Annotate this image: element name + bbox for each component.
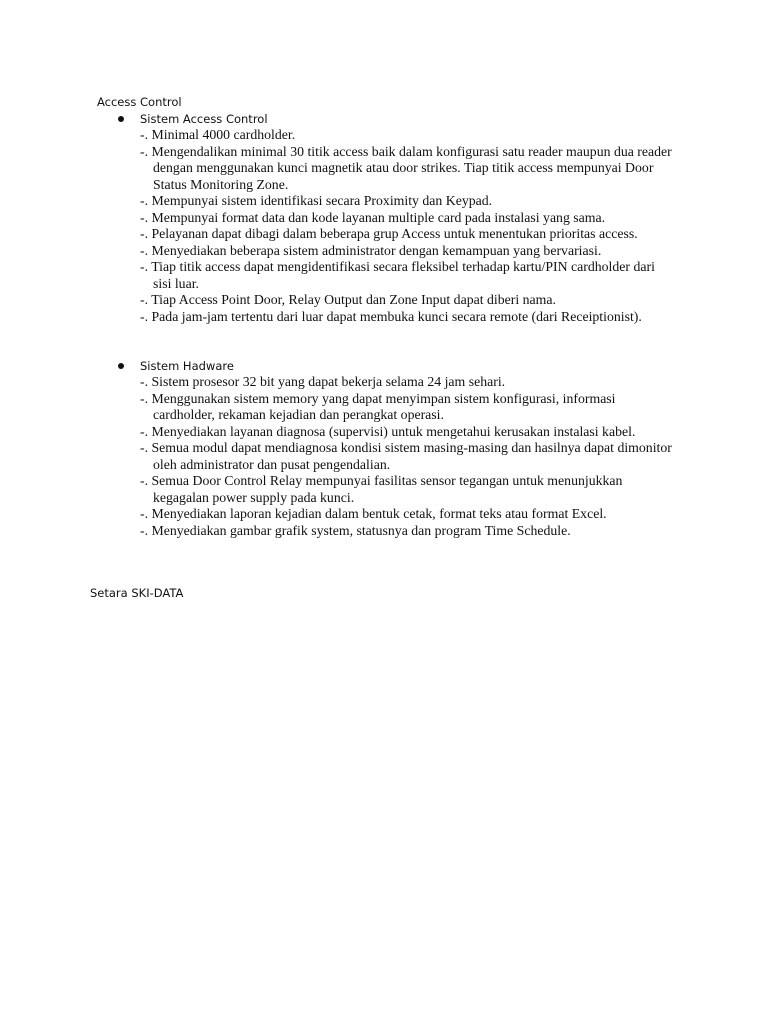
hardware-list [116, 374, 676, 539]
access-control-list [116, 127, 676, 325]
list-item: -. Tiap Access Point Door, Relay Output dan Zone Input dapat diberi nama. [140, 292, 556, 307]
list-item: -. Mempunyai format data dan kode layanan multiple card pada instalasi yang sama. [140, 209, 606, 225]
list-item: -. Semua Door Control Relay mempunyai fasilitas sensor tegangan untuk menunjukkan kegagalan power supply pada kunci. [140, 473, 623, 505]
list-item: -. Pada jam-jam tertentu dari luar dapat membuka kunci secara remote (dari Receiptionist). [140, 308, 642, 324]
section-heading: Sistem Access Control [140, 112, 268, 126]
list-item: -. Tiap titik access dapat mengidentifikasi secara fleksibel terhadap kartu/PIN cardholder dari sisi luar. [140, 259, 655, 291]
list-item: -. Menyediakan laporan kejadian dalam bentuk cetak, format teks atau format Excel. [140, 506, 607, 521]
list-item: -. Minimal 4000 cardholder. [140, 127, 296, 142]
section-heading: Sistem Hadware [140, 359, 234, 373]
list-item: -. Mengendalikan minimal 30 titik access baik dalam konfigurasi satu reader maupun dua reader dengan menggunakan kunci magnetik atau door strikes. Tiap titik access mempunyai Door Status Monitoring Zone. [140, 143, 672, 192]
footer-note: Setara SKI-DATA [90, 586, 184, 600]
list-item: -. Pelayanan dapat dibagi dalam beberapa grup Access untuk menentukan prioritas access. [140, 226, 638, 241]
list-item: -. Mempunyai sistem identifikasi secara Proximity dan Keypad. [140, 193, 493, 208]
section-heading-row [116, 111, 676, 127]
list-item: -. Sistem prosesor 32 bit yang dapat bekerja selama 24 jam sehari. [140, 374, 506, 389]
bullet-icon [118, 363, 124, 369]
section-access-control [116, 111, 676, 325]
list-item: -. Menggunakan sistem memory yang dapat menyimpan sistem konfigurasi, informasi cardholder, rekaman kejadian dan perangkat operasi. [140, 390, 616, 422]
list-item: -. Menyediakan beberapa sistem administrator dengan kemampuan yang bervariasi. [140, 242, 602, 258]
page-title: Access Control [97, 95, 182, 109]
section-hardware [116, 358, 676, 539]
section-heading-row [116, 358, 676, 374]
list-item: -. Semua modul dapat mendiagnosa kondisi sistem masing-masing dan hasilnya dapat dimonitor oleh administrator dan pusat pengendalian. [140, 440, 672, 472]
list-item: -. Menyediakan gambar grafik system, statusnya dan program Time Schedule. [140, 522, 571, 538]
bullet-icon [118, 116, 124, 122]
list-item: -. Menyediakan layanan diagnosa (supervisi) untuk mengetahui kerusakan instalasi kabel. [140, 423, 636, 439]
